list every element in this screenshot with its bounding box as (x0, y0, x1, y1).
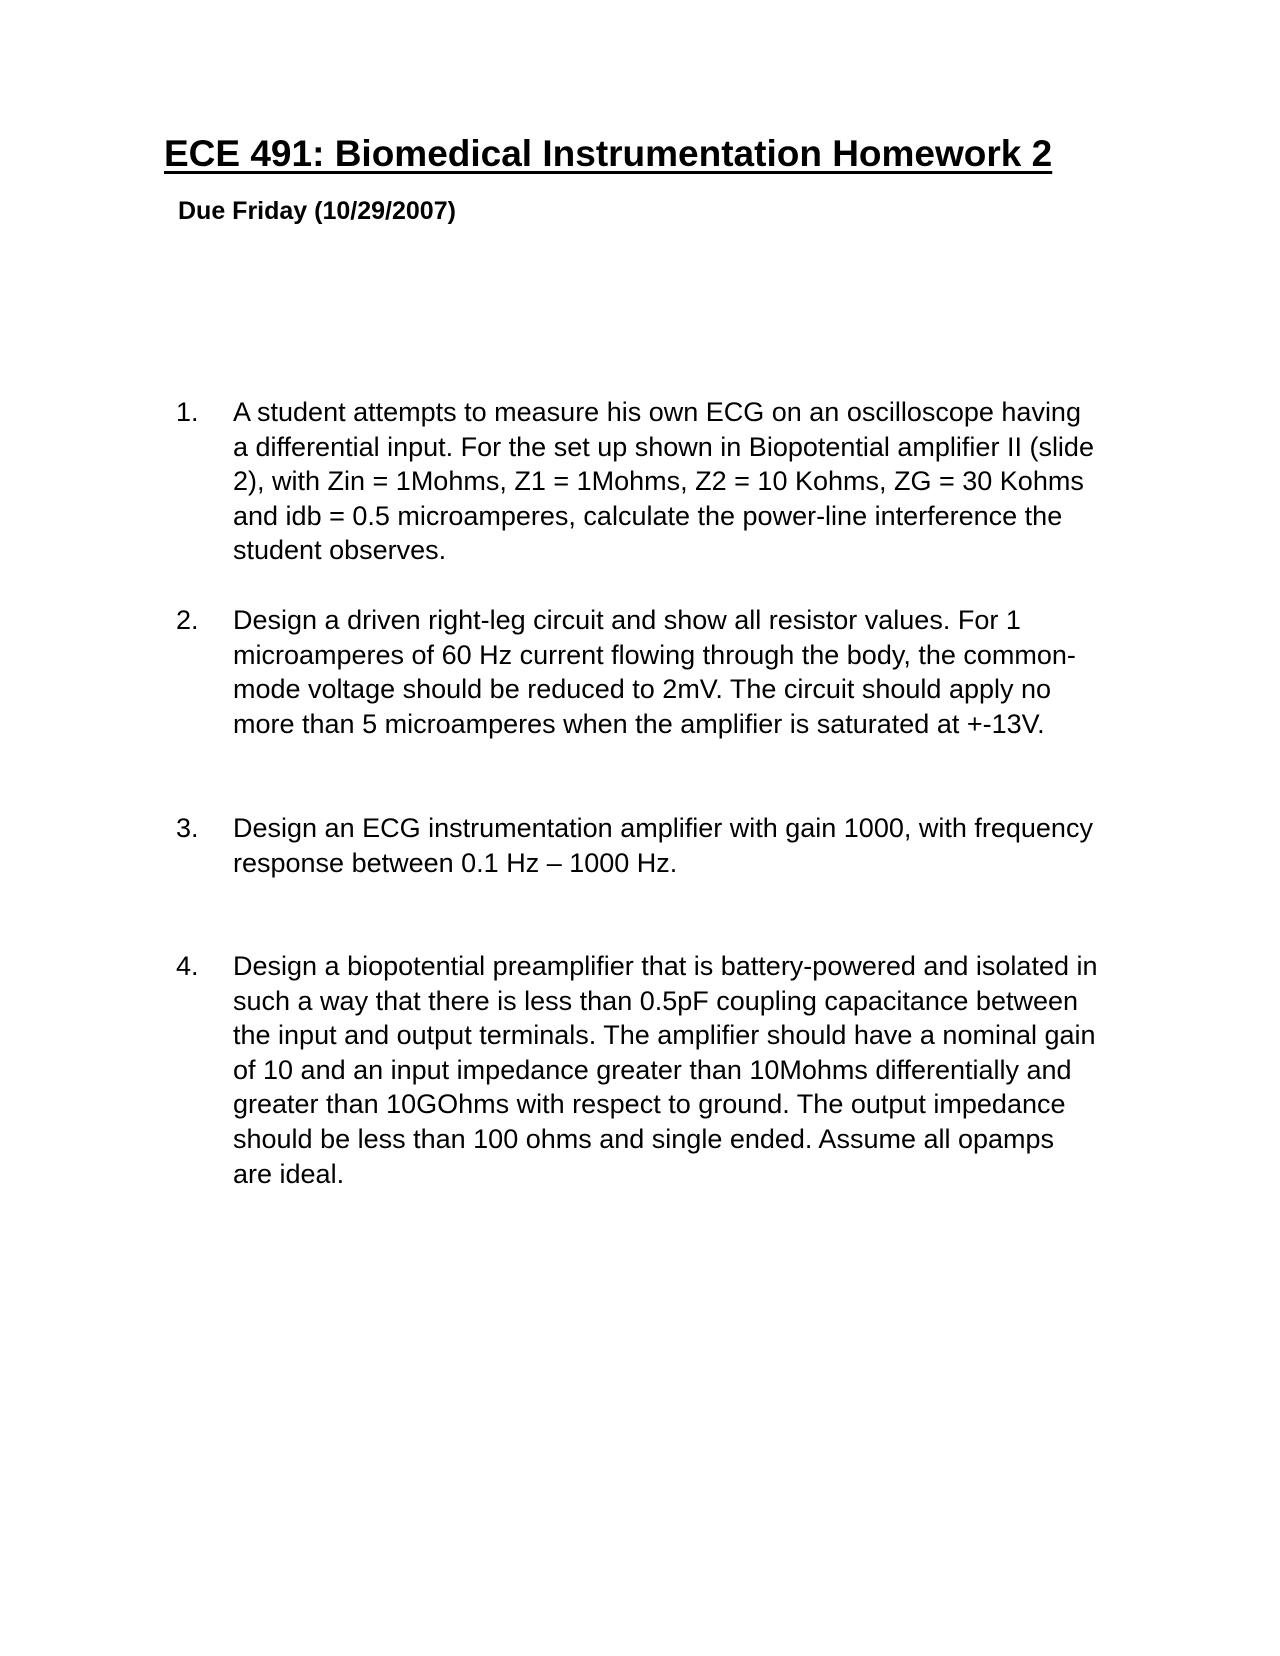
question-number: 3. (176, 813, 199, 843)
question-text: Design an ECG instrumentation amplifier with gain 1000, with frequency response between 0.1 Hz – 1000 Hz. (233, 813, 1093, 878)
question-text: Design a driven right-leg circuit and show all resistor values. For 1 microamperes of 60 Hz current flowing through the body, the common-mode voltage should be reduced to 2mV. The circuit should apply no more than 5 microamperes when the amplifier is saturated at +-13V. (233, 605, 1076, 739)
page-title: ECE 491: Biomedical Instrumentation Homework 2 (164, 133, 1053, 174)
question-text: A student attempts to measure his own ECG on an oscilloscope having a differential input. For the set up shown in Biopotential amplifier II (slide 2), with Zin = 1Mohms, Z1 = 1Mohms, Z2 = 10 Kohms, ZG = 30 Kohms and idb = 0.5 microamperes, calculate the power-line interference the student observes. (233, 397, 1094, 566)
question-item (170, 811, 1100, 880)
question-number: 2. (176, 605, 199, 635)
question-number: 4. (176, 951, 199, 981)
question-number: 1. (176, 397, 199, 427)
question-item (170, 395, 1100, 568)
question-item (170, 949, 1100, 1191)
question-text: Design a biopotential preamplifier that is battery-powered and isolated in such a way that there is less than 0.5pF coupling capacitance between the input and output terminals. The amplifier should have a nominal gain of 10 and an input impedance greater than 10Mohms differentially and greater than 10GOhms with respect to ground. The output impedance should be less than 100 ohms and single ended. Assume all opamps are ideal. (233, 951, 1098, 1189)
question-item (170, 603, 1100, 741)
due-date: Due Friday (10/29/2007) (178, 197, 456, 225)
